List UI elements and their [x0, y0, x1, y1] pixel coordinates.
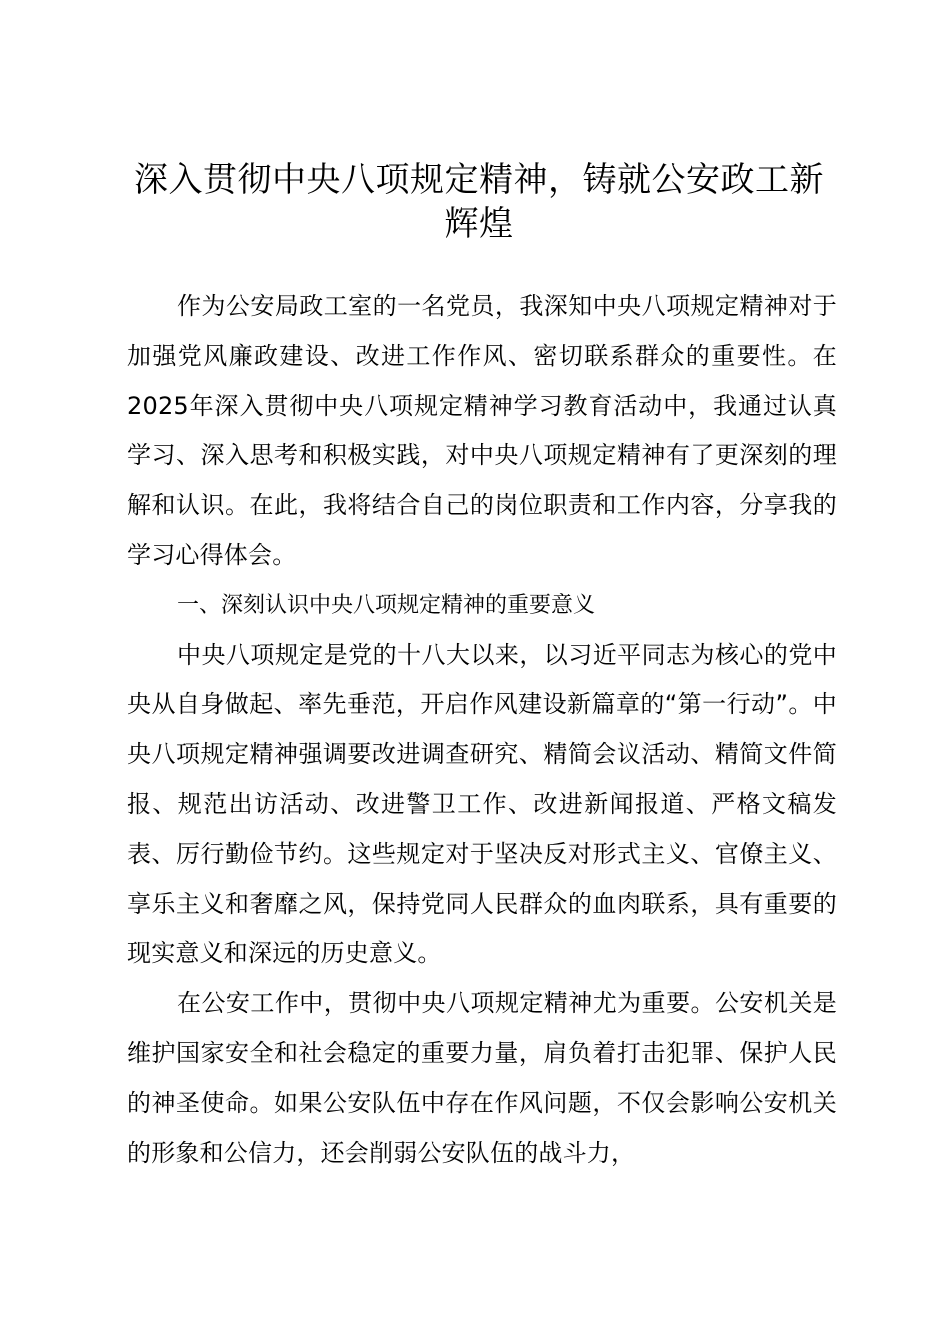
section-heading-1: 一、深刻认识中央八项规定精神的重要意义 [177, 592, 596, 618]
paragraph-intro: 作为公安局政工室的一名党员，我深知中央八项规定精神对于加强党风廉政建设、改进工作作风、密切联系群众的重要性。在2025年深入贯彻中央八项规定精神学习教育活动中，我通过认真学习、深入思考和积极实践，对中央八项规定精神有了更深刻的理解和认识。在此，我将结合自己的岗位职责和工作内容，分享我的学习心得体会。 [127, 292, 837, 569]
paragraph-police-work: 在公安工作中，贯彻中央八项规定精神尤为重要。公安机关是维护国家安全和社会稳定的重要力量，肩负着打击犯罪、保护人民的神圣使命。如果公安队伍中存在作风问题，不仅会影响公安机关的形象和公信力，还会削弱公安队伍的战斗力， [127, 989, 837, 1167]
document-title: 深入贯彻中央八项规定精神，铸就公安政工新辉煌 [134, 160, 824, 244]
paragraph-significance: 中央八项规定是党的十八大以来，以习近平同志为核心的党中央从自身做起、率先垂范，开启作风建设新篇章的“第一行动”。中央八项规定精神强调要改进调查研究、精简会议活动、精简文件简报、规范出访活动、改进警卫工作、改进新闻报道、严格文稿发表、厉行勤俭节约。这些规定对于坚决反对形式主义、官僚主义、享乐主义和奢靡之风，保持党同人民群众的血肉联系，具有重要的现实意义和深远的历史意义。 [127, 640, 837, 968]
document-body [127, 282, 837, 1178]
